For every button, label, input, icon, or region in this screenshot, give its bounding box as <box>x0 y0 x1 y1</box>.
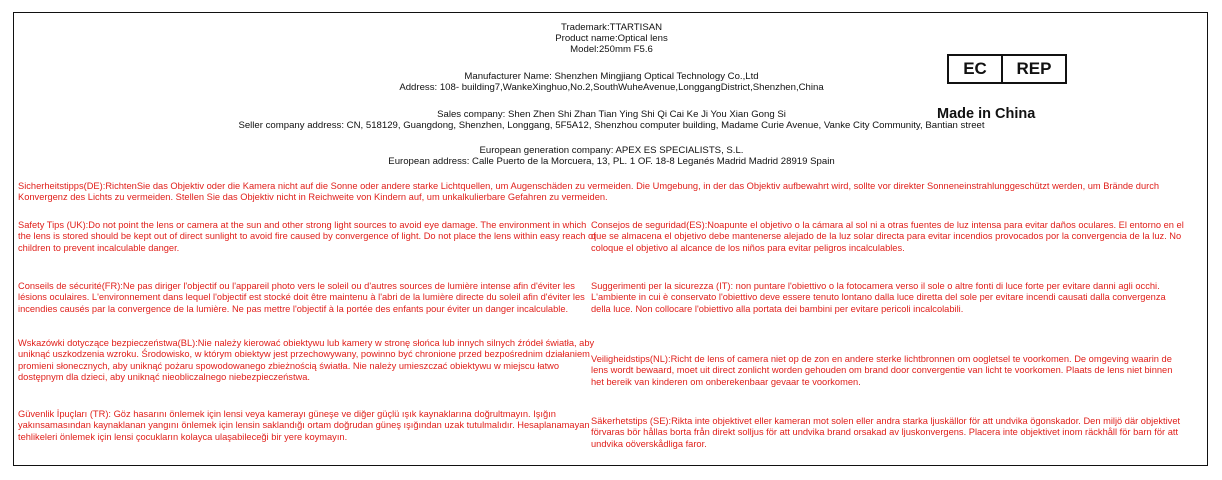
safety-tips-de: Sicherheitstipps(DE):RichtenSie das Objektiv oder die Kamera nicht auf die Sonne oder andere starke Lichtquellen, um Augenschäden zu vermeiden. Die Umgebung, in der das Objektiv aufbewahrt wird, sollte vor direkter Sonneneinstrahlunggeschützt werden, um Brände durch Konvergenz des Lichts zu vermeiden. Stellen Sie das Objektiv nicht in Reichweite von Kindern auf, um unkalkulierbare Gefahren zu vermeiden. <box>18 181 1160 203</box>
product-label <box>13 12 1208 466</box>
safety-tips-fr: Conseils de sécurité(FR):Ne pas diriger l'objectif ou l'appareil photo vers le soleil ou d'autres sources de lumière intense afin d'éviter les lésions oculaires. L'environnement dans lequel l'objectif est stocké doit être maintenu à l'abri de la lumière directe du soleil afin d'éviter les incendies causés par la convergence de la lumière. Ne pas mettre l'objectif à la portée des enfants pour éviter un danger incalculable. <box>18 281 585 314</box>
safety-tips-uk: Safety Tips (UK):Do not point the lens or camera at the sun and other strong light sources to avoid eye damage. The environment in which the lens is stored should be kept out of direct sunlight to avoid fire caused by convergence of light. Do not place the lens within easy reach of children to prevent incalculable danger. <box>18 220 596 253</box>
ec-label: EC <box>949 56 1003 82</box>
manufacturer-address-text: Address: 108- building7,WankeXinghuo,No.2,SouthWuheAvenue,LonggangDistrict,Shenzhen,China <box>399 82 824 94</box>
product-name-text: Product name:Optical lens <box>555 33 668 45</box>
product-info-block <box>14 22 1209 56</box>
model-text: Model:250mm F5.6 <box>570 44 653 56</box>
safety-tips-it: Suggerimenti per la sicurezza (IT): non puntare l'obiettivo o la fotocamera verso il sole o altre fonti di luce forte per evitare danni agli occhi. L'ambiente in cui è conservato l'obiettivo deve essere tenuto lontano dalla luce diretta del sole per evitare incendi causati dalla convergenza della luce. Non collocare l'obiettivo alla portata dei bambini per evitare pericoli incalcolabili. <box>591 281 1166 314</box>
eu-company-text: European generation company: APEX ES SPECIALISTS, S.L. <box>479 145 744 156</box>
seller-address-text: Seller company address: CN, 518129, Guangdong, Shenzhen, Longgang, 5F5A12, Shenzhou computer building, Madame Curie Avenue, Vanke City Community, Bantian street <box>238 120 985 132</box>
safety-tips-tr: Güvenlik İpuçları (TR): Göz hasarını önlemek için lensi veya kamerayı güneşe ve diğer güçlü ışık kaynaklarına doğrultmayın. Işığın yakınsamasından kaynaklanan yangını önlemek için lensin saklandığı ortam doğrudan güneş ışığından uzak tutulmalıdır. Hesaplanamayan tehlikeleri önlemek için lensi çocukların kolayca ulaşabileceği bir yere koymayın. <box>18 409 590 442</box>
safety-tips-es: Consejos de seguridad(ES):Noapunte el objetivo o la cámara al sol ni a otras fuentes de luz intensa para evitar daños oculares. El entorno en el que se almacena el objetivo debe mantenerse alejado de la luz solar directa para evitar incendios provocados por la convergencia de la luz. No coloque el objetivo al alcance de los niños para evitar peligros incalculables. <box>591 220 1184 253</box>
sales-company-text: Sales company: Shen Zhen Shi Zhan Tian Ying Shi Qi Cai Ke Ji You Xian Gong Si <box>437 109 786 120</box>
manufacturer-name-text: Manufacturer Name: Shenzhen Mingjiang Optical Technology Co.,Ltd <box>464 71 759 82</box>
ec-rep-symbol <box>947 54 1067 84</box>
made-in-china-text: Made in China <box>937 106 1036 122</box>
eu-rep-block <box>14 145 1209 167</box>
rep-label: REP <box>1016 59 1052 78</box>
safety-tips-se: Säkerhetstips (SE):Rikta inte objektivet eller kameran mot solen eller andra starka ljuskällor för att undvika ögonskador. Den miljö där objektivet förvaras bör hållas borta från direkt solljus för att undvika brand orsakad av ljuskonvergens. Placera inte objektivet inom räckhåll för barn för att undvika oöverskådliga faror. <box>591 416 1181 449</box>
safety-tips-nl: Veiligheidstips(NL):Richt de lens of camera niet op de zon en andere sterke lichtbronnen om oogletsel te voorkomen. De omgeving waarin de lens wordt bewaard, moet uit direct zonlicht worden gehouden om brand door convergentie van licht te voorkomen. Plaats de lens niet binnen het bereik van kinderen om onberekenbaar gevaar te voorkomen. <box>591 354 1173 387</box>
trademark-text: Trademark:TTARTISAN <box>560 22 663 33</box>
eu-address-text: European address: Calle Puerto de la Morcuera, 13, PL. 1 OF. 18-8 Leganés Madrid Madrid 28919 Spain <box>388 156 835 168</box>
safety-tips-pl: Wskazówki dotyczące bezpieczeństwa(BL):Nie należy kierować obiektywu lub kamery w stronę słońca lub innych silnych źródeł światła, aby uniknąć uszkodzenia wzroku. Środowisko, w którym obiektyw jest przechowywany, powinno być chronione przed bezpośrednim działaniem promieni słonecznych, aby uniknąć pożaru spowodowanego zbieżnością światła. Nie należy umieszczać obiektywu w miejscu łatwo dostępnym dla dzieci, aby uniknąć nieobliczalnego niebezpieczeństwa. <box>18 338 595 383</box>
